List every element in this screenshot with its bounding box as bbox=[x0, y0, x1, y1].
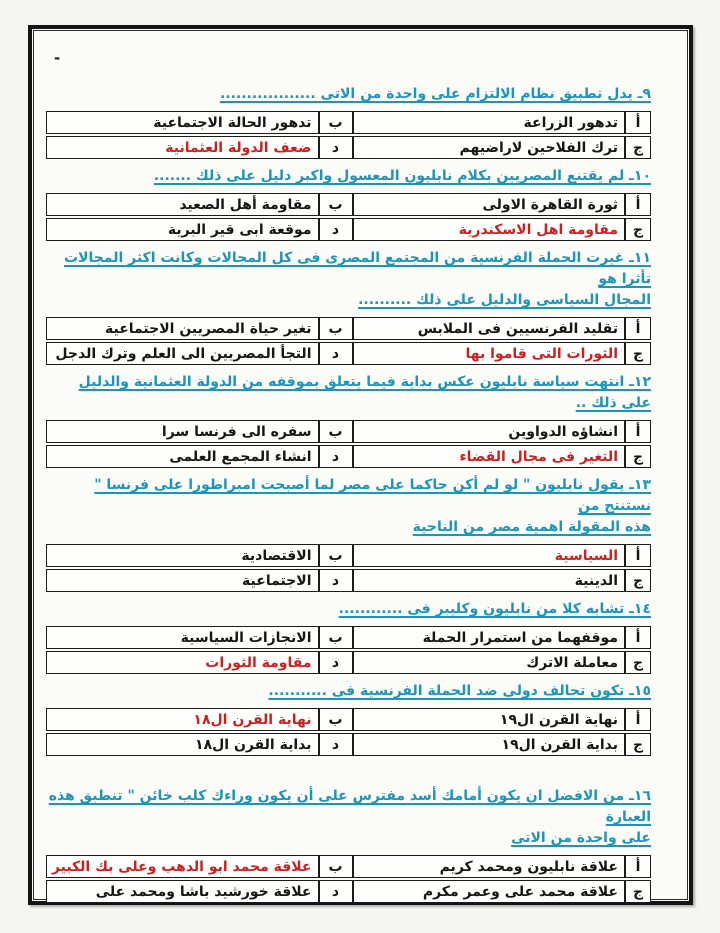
option-text: ضعف الدولة العثمانية bbox=[46, 136, 319, 159]
question-9-block bbox=[46, 84, 651, 161]
table-row bbox=[46, 342, 651, 365]
option-text: علاقة خورشيد باشا ومحمد على bbox=[46, 880, 319, 903]
option-text: ثورة القاهرة الاولى bbox=[353, 193, 626, 216]
question-15-block bbox=[46, 681, 651, 758]
option-letter: د bbox=[319, 569, 353, 592]
option-text: انشاؤه الدواوين bbox=[353, 420, 626, 443]
question-text-line: ٩ـ يدل تطبيق نظام الالتزام على واحدة من الاتى .................. bbox=[219, 86, 651, 102]
option-text: مقاومة الثورات bbox=[46, 651, 319, 674]
table-row bbox=[46, 544, 651, 567]
option-letter: أ bbox=[625, 544, 651, 567]
option-letter: ج bbox=[625, 136, 651, 159]
option-text: تقليد الفرنسيين فى الملابس bbox=[353, 317, 626, 340]
option-letter: أ bbox=[625, 420, 651, 443]
question-13-block bbox=[46, 475, 651, 594]
question-12-title bbox=[46, 372, 651, 414]
option-text: معاملة الاترك bbox=[353, 651, 626, 674]
option-letter: ب bbox=[319, 626, 353, 649]
table-row bbox=[46, 420, 651, 443]
table-row bbox=[46, 855, 651, 878]
question-text-line: هذه المقولة اهمية مصر من الناحية bbox=[412, 519, 651, 535]
option-letter: ج bbox=[625, 218, 651, 241]
question-text-line: ١٦ـ من الافضل ان يكون أمامك أسد مفترس على أن يكون وراءك كلب خائن " تنطبق هذه العبارة bbox=[48, 788, 651, 825]
option-letter: ج bbox=[625, 342, 651, 365]
option-text: السياسية bbox=[353, 544, 626, 567]
question-14-title bbox=[46, 599, 651, 620]
option-letter: أ bbox=[625, 111, 651, 134]
question-11-block bbox=[46, 248, 651, 367]
option-text: ترك الفلاحين لاراضيهم bbox=[353, 136, 626, 159]
option-text: تدهور الحالة الاجتماعية bbox=[46, 111, 319, 134]
option-letter: ب bbox=[319, 111, 353, 134]
table-row bbox=[46, 569, 651, 592]
table-row bbox=[46, 445, 651, 468]
option-letter: ب bbox=[319, 317, 353, 340]
option-letter: د bbox=[319, 445, 353, 468]
option-letter: د bbox=[319, 136, 353, 159]
question-16-title bbox=[46, 786, 651, 849]
table-row bbox=[46, 218, 651, 241]
question-text-line: ١٠ـ لم يقتنع المصريين بكلام نابليون المعسول واكبر دليل على ذلك ....... bbox=[153, 168, 651, 184]
option-text: علاقة محمد ابو الدهب وعلى بك الكبير bbox=[46, 855, 319, 878]
question-12-block bbox=[46, 372, 651, 470]
question-text-line: ١٢ـ انتهت سياسة نابليون عكس بداية فيما يتعلق بموقفه من الدولة العثمانية والدليل على ذلك .. bbox=[78, 374, 651, 411]
exam-content bbox=[46, 79, 651, 905]
table-row bbox=[46, 136, 651, 159]
question-text-line: ١٤ـ تشابه كلا من نابليون وكليبر فى ............ bbox=[338, 601, 651, 617]
option-text: تدهور الزراعة bbox=[353, 111, 626, 134]
option-letter: ج bbox=[625, 445, 651, 468]
option-letter: أ bbox=[625, 626, 651, 649]
option-text: التجأ المصريين الى العلم وترك الدجل bbox=[46, 342, 319, 365]
option-letter: د bbox=[319, 880, 353, 903]
option-letter: ب bbox=[319, 855, 353, 878]
option-letter: ج bbox=[625, 880, 651, 903]
question-11-options-table bbox=[46, 315, 651, 367]
option-text: نهاية القرن ال١٩ bbox=[353, 708, 626, 731]
table-row bbox=[46, 733, 651, 756]
table-row bbox=[46, 317, 651, 340]
option-text: بداية القرن ال١٩ bbox=[353, 733, 626, 756]
option-text: التغير فى مجال القضاء bbox=[353, 445, 626, 468]
option-text: تغير حياة المصريين الاجتماعية bbox=[46, 317, 319, 340]
option-letter: ج bbox=[625, 651, 651, 674]
question-16-block bbox=[46, 786, 651, 905]
question-11-title bbox=[46, 248, 651, 311]
option-letter: أ bbox=[625, 317, 651, 340]
question-14-block bbox=[46, 599, 651, 676]
option-text: مقاومة اهل الاسكندرية bbox=[353, 218, 626, 241]
page-border-frame bbox=[28, 25, 693, 905]
option-text: بداية القرن ال١٨ bbox=[46, 733, 319, 756]
question-13-title bbox=[46, 475, 651, 538]
option-letter: ج bbox=[625, 569, 651, 592]
question-text-line: على واحدة من الاتى bbox=[511, 830, 651, 846]
option-text: الثورات التى قاموا بها bbox=[353, 342, 626, 365]
option-letter: ب bbox=[319, 708, 353, 731]
table-row bbox=[46, 193, 651, 216]
option-text: سفره الى فرنسا سرا bbox=[46, 420, 319, 443]
option-letter: ب bbox=[319, 420, 353, 443]
question-10-title bbox=[46, 166, 651, 187]
question-10-block bbox=[46, 166, 651, 243]
option-letter: ب bbox=[319, 544, 353, 567]
question-16-options-table bbox=[46, 853, 651, 905]
option-text: الدينية bbox=[353, 569, 626, 592]
question-text-line: المجال السياسى والدليل على ذلك .......... bbox=[358, 292, 651, 308]
table-row bbox=[46, 626, 651, 649]
option-letter: ج bbox=[625, 733, 651, 756]
option-letter: د bbox=[319, 651, 353, 674]
option-letter: د bbox=[319, 733, 353, 756]
option-text: انشاء المجمع العلمى bbox=[46, 445, 319, 468]
option-text: الانجازات السياسية bbox=[46, 626, 319, 649]
table-row bbox=[46, 651, 651, 674]
question-9-title bbox=[46, 84, 651, 105]
question-text-line: ١٣ـ يقول نابليون " لو لم أكن حاكما على مصر لما أصبحت امبراطورا على فرنسا " نستنتج من bbox=[94, 477, 651, 514]
question-15-options-table bbox=[46, 706, 651, 758]
option-text: نهاية القرن ال١٨ bbox=[46, 708, 319, 731]
option-text: علاقة نابليون ومحمد كريم bbox=[353, 855, 626, 878]
page-inner-border bbox=[33, 30, 688, 900]
option-letter: ب bbox=[319, 193, 353, 216]
option-text: علاقة محمد على وعمر مكرم bbox=[353, 880, 626, 903]
question-text-line: ١٥ـ تكون تحالف دولى ضد الحملة الفرنسية فى ........... bbox=[268, 683, 651, 699]
question-14-options-table bbox=[46, 624, 651, 676]
option-letter: د bbox=[319, 342, 353, 365]
option-text: مقاومة أهل الصعيد bbox=[46, 193, 319, 216]
question-13-options-table bbox=[46, 542, 651, 594]
option-letter: أ bbox=[625, 708, 651, 731]
option-letter: د bbox=[319, 218, 353, 241]
table-row bbox=[46, 880, 651, 903]
question-9-options-table bbox=[46, 109, 651, 161]
option-letter: أ bbox=[625, 855, 651, 878]
table-row bbox=[46, 708, 651, 731]
question-text-line: ١١ـ غيرت الحملة الفرنسية من المجتمع المصرى فى كل المجالات وكانت اكثر المجالات تأثرا هو bbox=[63, 250, 651, 287]
corner-dash-mark: - bbox=[54, 49, 61, 67]
question-12-options-table bbox=[46, 418, 651, 470]
question-15-title bbox=[46, 681, 651, 702]
option-text: الاقتصادية bbox=[46, 544, 319, 567]
table-row bbox=[46, 111, 651, 134]
option-text: موقعة ابى قير البرية bbox=[46, 218, 319, 241]
option-text: الاجتماعية bbox=[46, 569, 319, 592]
question-10-options-table bbox=[46, 191, 651, 243]
option-text: موقفهما من استمرار الحملة bbox=[353, 626, 626, 649]
option-letter: أ bbox=[625, 193, 651, 216]
